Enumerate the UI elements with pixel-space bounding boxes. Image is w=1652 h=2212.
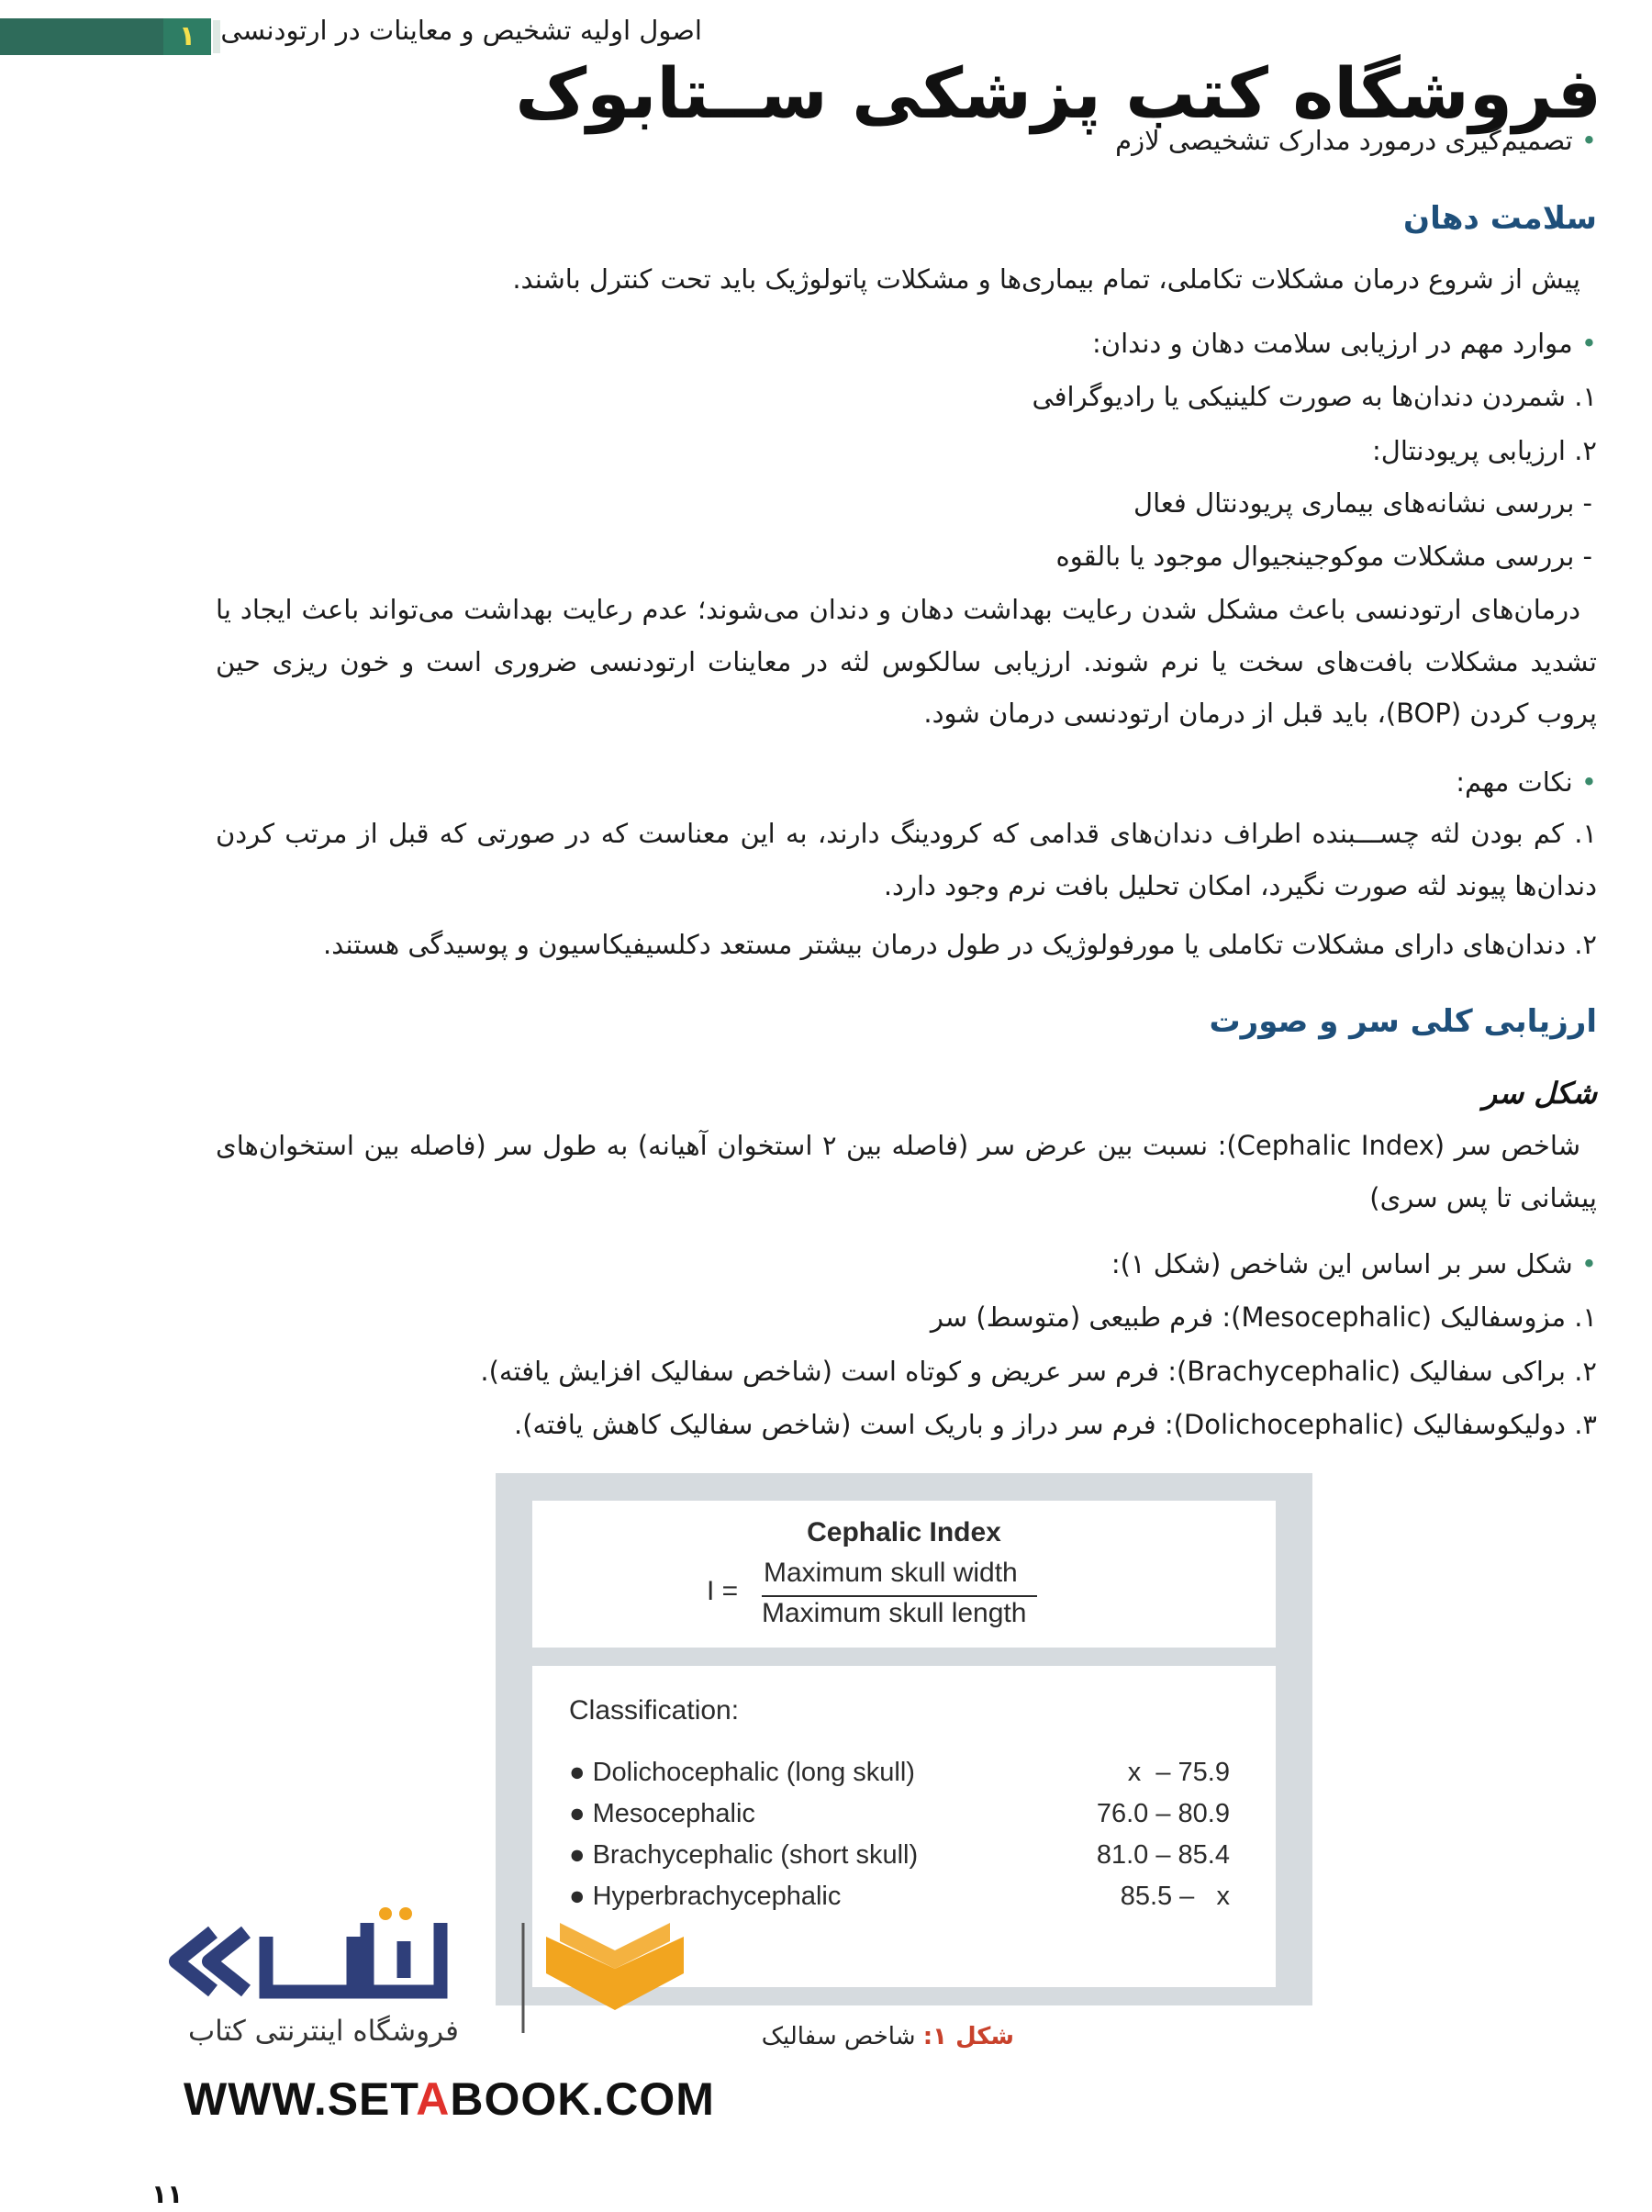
classification-row <box>569 1799 755 1829</box>
formula-denominator: Maximum skull length <box>762 1598 1027 1628</box>
classification-label: Classification: <box>569 1695 740 1726</box>
oral-health-bullet2-text: نکات مهم: <box>1456 766 1573 798</box>
logo-url <box>184 2072 715 2126</box>
oral-health-paragraph2: درمان‌های ارتودنسی باعث مشکل شدن رعایت بهداشت دهان و دندان می‌شوند؛ عدم رعایت بهداشت می‌تواند باعث ایجاد یا تشدید مشکلات بافت‌های سخت یا نرم شوند. ارزیابی سالکوس لثه در معاینات ارتودنسی ضروری است و خون ریزی حین پروب کردن (BOP)، باید قبل از درمان ارتودنسی درمان شود. <box>216 594 1597 730</box>
row-name: Brachycephalic (short skull) <box>592 1840 919 1870</box>
oral-health-note2: ۲. دندان‌های دارای مشکلات تکاملی یا مورفولوژیک در طول درمان بیشتر مستعد دکلسیفیکاسیون و پوسیدگی هستند. <box>323 929 1597 960</box>
bullet-dot: ● <box>569 1882 593 1911</box>
row-name: Hyperbrachycephalic <box>592 1882 842 1911</box>
bullet-dot: ● <box>569 1758 593 1787</box>
page-number: ۱۱ <box>151 2179 184 2209</box>
row-range: 85.5 – x <box>1120 1882 1230 1911</box>
oral-health-sub2: - بررسی مشکلات موکوجینجیوال موجود یا بالقوه <box>1055 541 1592 572</box>
row-range: 76.0 – 80.9 <box>1096 1799 1230 1828</box>
head-face-bullet <box>1111 1248 1597 1279</box>
bullet-dot: • <box>1580 766 1597 798</box>
row-name: Dolichocephalic (long skull) <box>592 1758 915 1787</box>
logo-letter-shape <box>266 1937 353 1992</box>
oral-health-item2: ۲. ارزیابی پریودنتال: <box>1372 435 1597 466</box>
logo-dot <box>399 1907 412 1920</box>
chapter-number: ۱ <box>163 18 211 55</box>
classification-row <box>569 1840 918 1871</box>
classification-row <box>569 1758 915 1788</box>
bullet-dot: • <box>1580 125 1597 156</box>
caption-label: شکل ۱: <box>922 2023 1014 2050</box>
url-part-accent: A <box>416 2073 451 2125</box>
head-face-item3: ۳. دولیکوسفالیک (Dolichocephalic): فرم سر دراز و باریک است (شاخص سفالیک کاهش یافته). <box>514 1409 1597 1440</box>
head-face-item2: ۲. براکی سفالیک (Brachycephalic): فرم سر عریض و کوتاه است (شاخص سفالیک افزایش یافته). <box>480 1356 1597 1387</box>
row-name: Mesocephalic <box>592 1799 755 1828</box>
book-icon <box>546 1937 684 2010</box>
row-range: x – 75.9 <box>1127 1758 1230 1787</box>
header-divider <box>213 20 220 53</box>
oral-health-sub1: - بررسی نشانه‌های بیماری پریودنتال فعال <box>1133 487 1592 519</box>
figure-caption <box>762 2023 1014 2050</box>
logo-subtitle: فروشگاه اینترنتی کتاب <box>188 2015 459 2048</box>
figure-title: Cephalic Index <box>807 1517 1001 1547</box>
formula-numerator: Maximum skull width <box>764 1558 1018 1588</box>
chevron-left-icon <box>209 1932 246 1991</box>
head-face-paragraph: شاخص سر (Cephalic Index): نسبت بین عرض سر (فاصله بین ۲ استخوان آهیانه) به طول سر (فاصله بین استخوان‌های پیشانی تا پس سری) <box>216 1130 1597 1213</box>
subheading-head-shape: شکل سر <box>1482 1076 1597 1111</box>
intro-bullet-text: تصمیم‌گیری درمورد مدارک تشخیصی لازم <box>1115 125 1573 156</box>
fraction-bar <box>762 1595 1037 1597</box>
oral-health-paragraph1: پیش از شروع درمان مشکلات تکاملی، تمام بیماری‌ها و مشکلات پاتولوژیک باید تحت کنترل باشند. <box>512 263 1580 295</box>
bullet-dot: ● <box>569 1840 593 1870</box>
url-part: WWW.SET <box>184 2073 417 2125</box>
bullet-dot: • <box>1580 1248 1597 1279</box>
oral-health-bullet2 <box>1456 766 1597 798</box>
formula-panel <box>532 1501 1276 1648</box>
url-part: BOOK.COM <box>450 2073 715 2125</box>
heading-head-face: ارزیابی کلی سر و صورت <box>1209 1003 1597 1040</box>
oral-health-note1: ۱. کم بودن لثه چســـبنده اطراف دندان‌های قدامی که کرودینگ دارند، به این معناست که در صورتی که قبل از مرتب کردن دندان‌ها پیوند لثه صورت نگیرد، امکان تحلیل بافت نرم وجود دارد. <box>216 818 1597 901</box>
intro-bullet <box>1115 125 1597 156</box>
head-face-bullet-text: شکل سر بر اساس این شاخص (شکل ۱): <box>1111 1248 1573 1279</box>
heading-oral-health: سلامت دهان <box>1403 200 1597 237</box>
oral-health-item1: ۱. شمردن دندان‌ها به صورت کلینیکی یا رادیوگرافی <box>1032 381 1597 412</box>
formula-lhs: I = <box>707 1576 739 1606</box>
oral-health-bullet1 <box>1092 328 1597 359</box>
row-range: 81.0 – 85.4 <box>1096 1840 1230 1870</box>
logo-dot <box>379 1907 392 1920</box>
store-watermark-title: فروشگاه کتب پزشکی ســتابوک <box>515 52 1602 134</box>
bullet-dot: ● <box>569 1799 593 1828</box>
header-color-bar <box>0 18 163 55</box>
bullet-dot: • <box>1580 328 1597 359</box>
caption-text: شاخص سفالیک <box>761 2023 916 2050</box>
chapter-title: اصول اولیه تشخیص و معاینات در ارتودنسی <box>220 15 702 46</box>
oral-health-bullet1-text: موارد مهم در ارزیابی سلامت دهان و دندان: <box>1092 328 1573 359</box>
head-face-item1: ۱. مزوسفالیک (Mesocephalic): فرم طبیعی (متوسط) سر <box>930 1302 1597 1333</box>
